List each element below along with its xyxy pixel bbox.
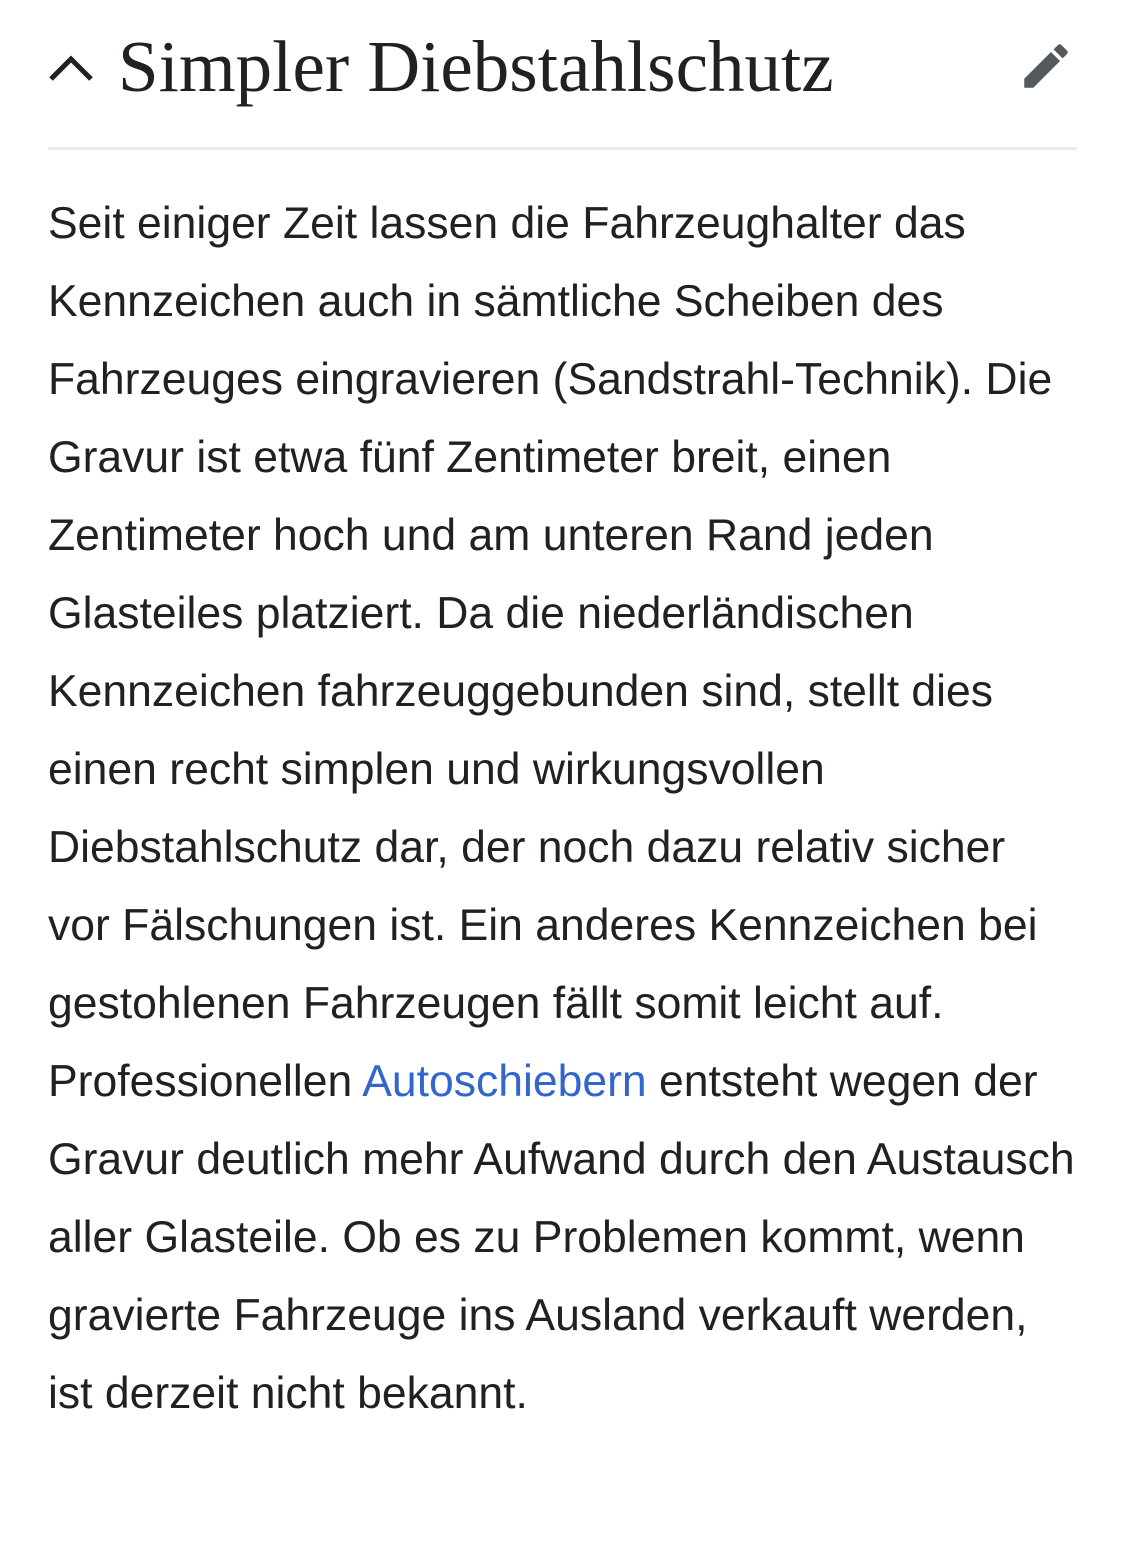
paragraph-text-continued: entsteht wegen der Gravur deutlich mehr Aufwand durch den Austausch aller Glasteile. Ob es zu Problemen kommt, wenn gravierte Fahrzeuge ins Ausland verkauft werden, ist derzeit nicht bekannt. (48, 1057, 1075, 1418)
article-section (48, 0, 1077, 1433)
section-title: Simpler Diebstahlschutz (118, 26, 834, 107)
paragraph-text: Seit einiger Zeit lassen die Fahrzeughalter das Kennzeichen auch in sämtliche Scheiben des Fahrzeuges eingravieren (Sandstrahl-Technik). Die Gravur ist etwa fünf Zentimeter breit, einen Zentimeter hoch und am unteren Rand jeden Glasteiles platziert. Da die niederländischen Kennzeichen fahrzeuggebunden sind, stellt dies einen recht simplen und wirkungsvollen Diebstahlschutz dar, der noch dazu relativ sicher vor Fälschungen ist. Ein anderes Kennzeichen bei gestohlenen Fahrzeugen fällt somit leicht auf. Professionellen (48, 199, 1053, 1106)
autoschiebern-link[interactable]: Autoschiebern (362, 1057, 647, 1106)
section-header[interactable] (48, 0, 1077, 150)
section-paragraph (48, 150, 1077, 1433)
pencil-icon[interactable] (1017, 37, 1075, 95)
chevron-up-icon[interactable] (48, 46, 94, 86)
